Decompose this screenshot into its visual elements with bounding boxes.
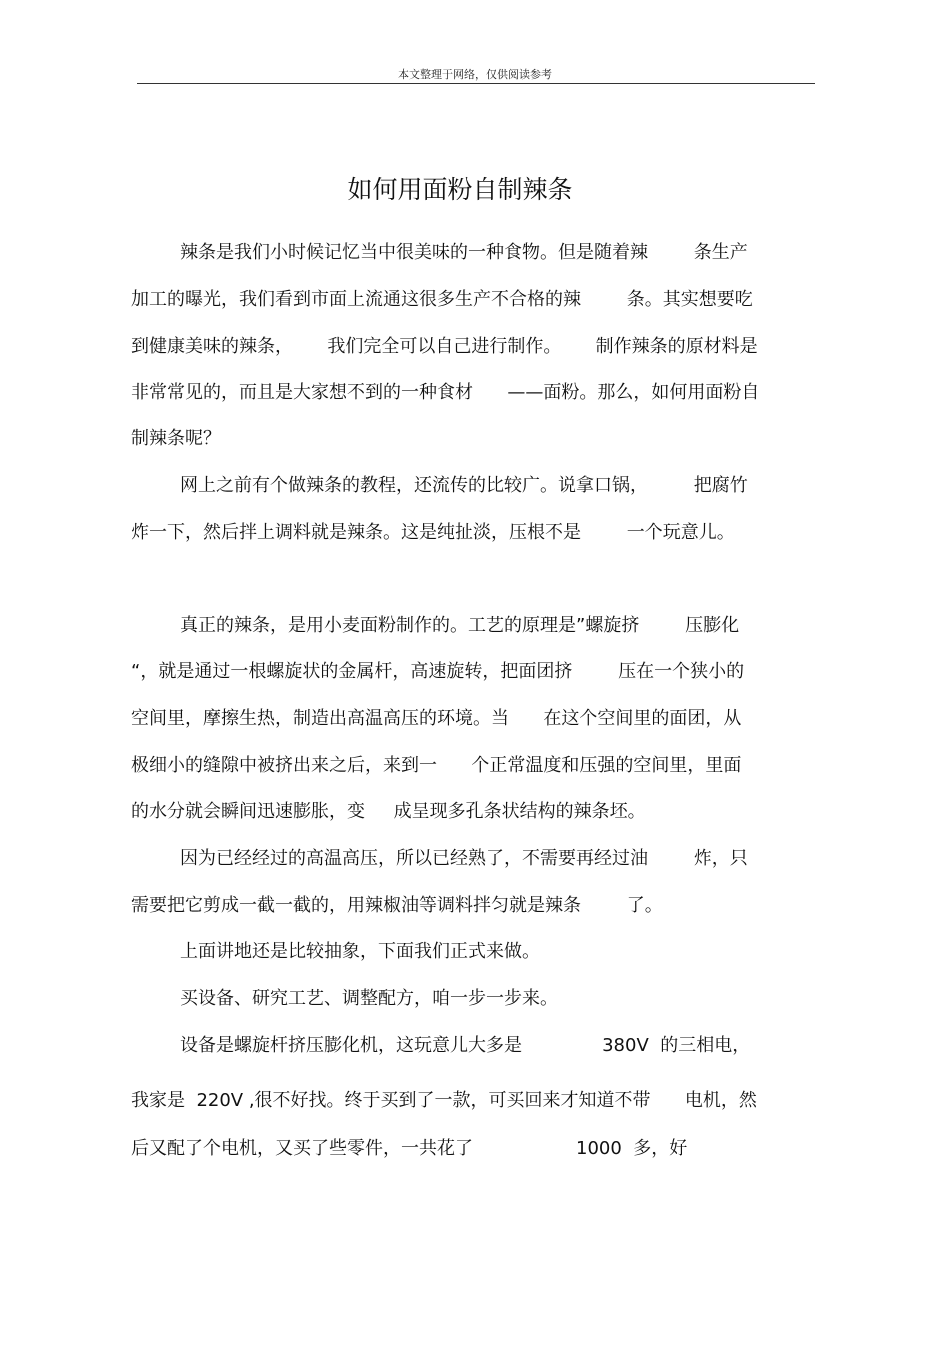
paragraph-line: 辣条是我们小时候记忆当中很美味的一种食物。但是随着辣 条生产: [180, 242, 748, 263]
paragraph-line: 买设备、研究工艺、调整配方，咱一步一步来。: [180, 988, 558, 1009]
paragraph-line: 后又配了个电机，又买了些零件，一共花了 1000 多，好: [131, 1138, 688, 1159]
paragraph-line: 我家是 220V ,很不好找。终于买到了一款，可买回来才知道不带 电机，然: [131, 1090, 757, 1111]
paragraph-line: 炸一下，然后拌上调料就是辣条。这是纯扯淡，压根不是 一个玩意儿。: [131, 522, 735, 543]
header-note: 本文整理于网络，仅供阅读参考: [398, 68, 552, 81]
paragraph-line: 上面讲地还是比较抽象，下面我们正式来做。: [180, 941, 540, 962]
paragraph-line: 极细小的缝隙中被挤出来之后，来到一 个正常温度和压强的空间里，里面: [131, 755, 742, 776]
paragraph-line: 设备是螺旋杆挤压膨化机，这玩意儿大多是 380V 的三相电，: [180, 1035, 751, 1056]
paragraph-line: 真正的辣条，是用小麦面粉制作的。工艺的原理是”螺旋挤 压膨化: [180, 615, 740, 636]
document-title: 如何用面粉自制辣条: [347, 175, 573, 204]
paragraph-line: 的水分就会瞬间迅速膨胀，变 成呈现多孔条状结构的辣条坯。: [131, 801, 646, 822]
paragraph-line: 网上之前有个做辣条的教程，还流传的比较广。说拿口锅， 把腐竹: [180, 475, 748, 496]
paragraph-line: 非常常见的，而且是大家想不到的一种食材 ——面粉。那么，如何用面粉自: [131, 382, 760, 403]
header-divider: [137, 83, 815, 84]
paragraph-line: 因为已经经过的高温高压，所以已经熟了，不需要再经过油 炸，只: [180, 848, 748, 869]
paragraph-line: 加工的曝光，我们看到市面上流通这很多生产不合格的辣 条。其实想要吃: [131, 289, 753, 310]
paragraph-line: “，就是通过一根螺旋状的金属杆，高速旋转，把面团挤 压在一个狭小的: [131, 661, 745, 682]
paragraph-line: 空间里，摩擦生热，制造出高温高压的环境。当 在这个空间里的面团，从: [131, 708, 742, 729]
paragraph-line: 制辣条呢？: [131, 428, 221, 449]
paragraph-line: 需要把它剪成一截一截的，用辣椒油等调料拌匀就是辣条 了。: [131, 895, 663, 916]
paragraph-line: 到健康美味的辣条， 我们完全可以自己进行制作。 制作辣条的原材料是: [131, 336, 758, 357]
